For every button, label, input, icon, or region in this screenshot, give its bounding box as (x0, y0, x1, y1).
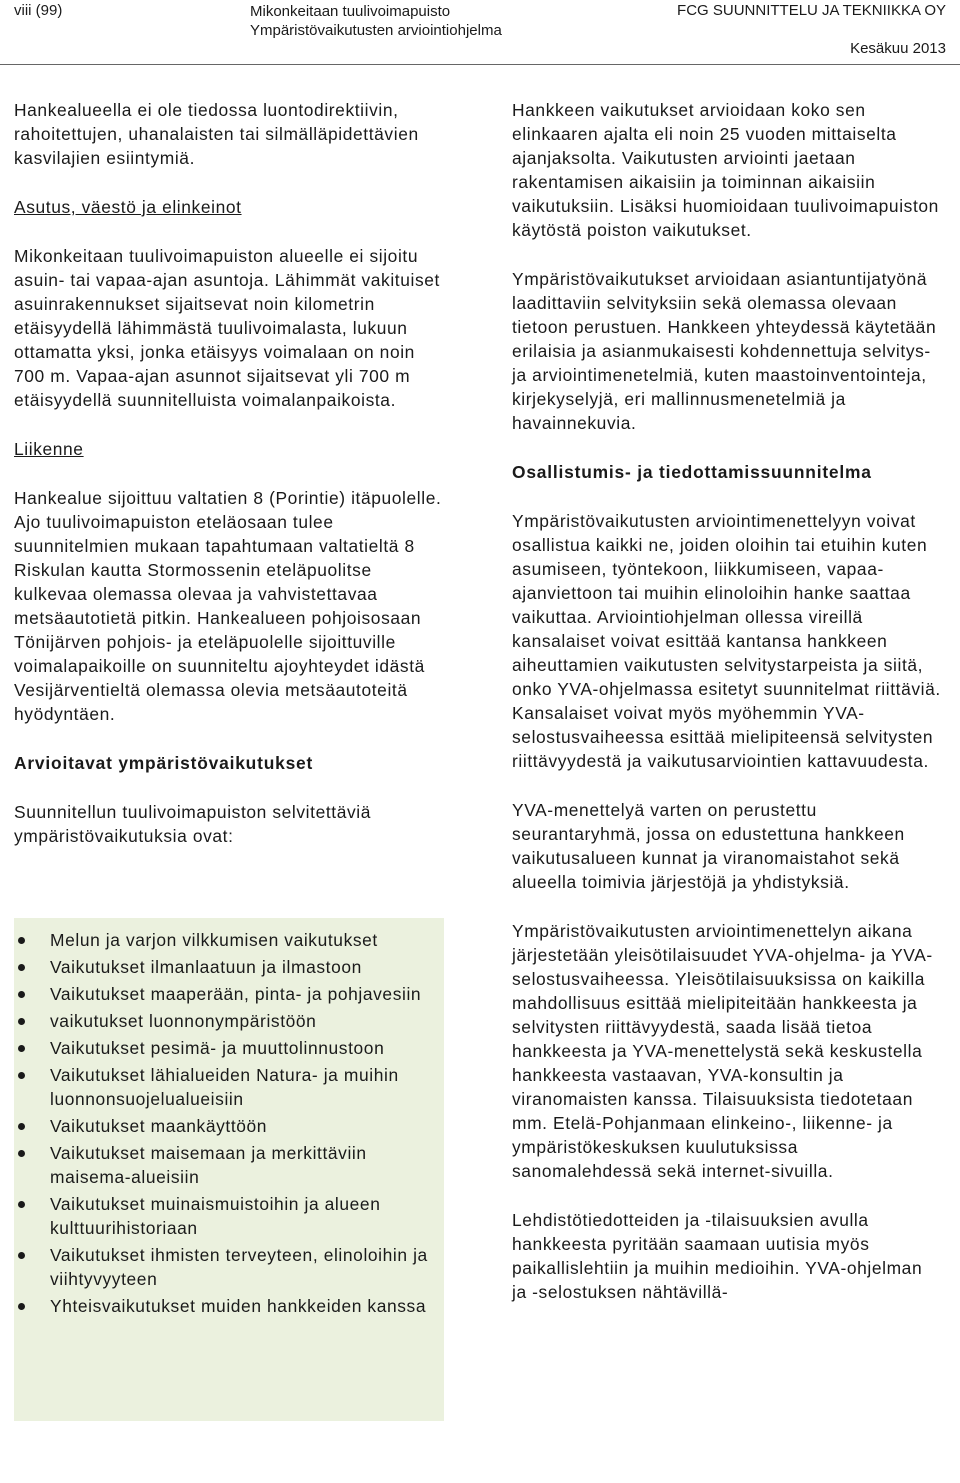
list-item: Vaikutukset maankäyttöön (14, 1114, 444, 1138)
paragraph: Hankealueella ei ole tiedossa luontodirektiivin, rahoitettujen, uhanalaisten tai silmälläpidettävien kasvilajien esiintymiä. (14, 100, 419, 168)
header-divider (0, 64, 960, 65)
paragraph: Mikonkeitaan tuulivoimapuiston alueelle ei sijoitu asuin- tai vapaa-ajan asuntoja. Lähimmät vakituiset asuinrakennukset sijaitsevat noin kilometrin etäisyydellä lähimmästä tuulivoimalasta, lukuun ottamatta yksi, jonka etäisyys voimalaan on noin 700 m. Vapaa-ajan asunnot sijaitsevat yli 700 m etäisyydellä suunnitelluista voimalanpaikoista. (14, 246, 440, 410)
document-date: Kesäkuu 2013 (850, 40, 946, 57)
company-name: FCG SUUNNITTELU JA TEKNIIKKA OY (677, 2, 946, 19)
list-item: Melun ja varjon vilkkumisen vaikutukset (14, 928, 444, 952)
bullet-icon (18, 964, 25, 971)
bullet-icon (18, 937, 25, 944)
paragraph: Suunnitellun tuulivoimapuiston selvitettäviä ympäristövaikutuksia ovat: (14, 802, 372, 846)
bullet-icon (18, 1150, 25, 1157)
subheading-liikenne: Liikenne (14, 439, 84, 459)
impacts-list (14, 918, 444, 1318)
paragraph: Ympäristövaikutusten arviointimenettelyyn voivat osallistua kaikki ne, joiden oloihin tai etuihin kuten asumiseen, työntekoon, liikkumiseen, vapaa-ajanviettoon tai muihin elinoloihin hanke saattaa vaikuttaa. Arviointiohjelman ollessa vireillä kansalaiset voivat esittää kantansa hankkeen aiheuttamien vaikutusten selvitystarpeista ja siitä, onko YVA-ohjelmassa esitetyt suunnitelmat riittäviä. Kansalaiset voivat myös myöhemmin YVA-selostusvaiheessa esittää mielipiteensä selvitysten riittävyydestä ja vaikutusarviointien kattavuudesta. (512, 511, 941, 771)
bullet-icon (18, 991, 25, 998)
right-column (512, 98, 942, 1329)
paragraph: Hankkeen vaikutukset arvioidaan koko sen elinkaaren ajalta eli noin 25 vuoden mittaiselta ajanjaksolta. Vaikutusten arviointi jaetaan rakentamisen aikaisiin ja toiminnan aikaisiin vaikutuksiin. Lisäksi huomioidaan tuulivoimapuiston käytöstä poiston vaikutukset. (512, 100, 939, 240)
list-item: Vaikutukset lähialueiden Natura- ja muihin luonnonsuojelualueisiin (14, 1063, 444, 1111)
impacts-list-box (14, 918, 444, 1421)
list-item: Vaikutukset ilmanlaatuun ja ilmastoon (14, 955, 444, 979)
bullet-icon (18, 1201, 25, 1208)
list-item: Vaikutukset pesimä- ja muuttolinnustoon (14, 1036, 444, 1060)
list-item: Vaikutukset ihmisten terveyteen, elinoloihin ja viihtyvyyteen (14, 1243, 444, 1291)
bullet-icon (18, 1045, 25, 1052)
list-item: vaikutukset luonnonympäristöön (14, 1009, 444, 1033)
document-title (250, 2, 502, 40)
paragraph: Hankealue sijoittuu valtatien 8 (Porintie) itäpuolelle. Ajo tuulivoimapuiston eteläosaan tulee suunnitelmien mukaan tapahtumaan valtatieltä 8 Riskulan kautta Stormossenin eteläpuolitse kulkevaa olemassa olevaa ja vahvistettavaa metsäautotietä pitkin. Hankealueen pohjoisosaan Tönijärven pohjois- ja eteläpuolelle sijoittuville voimalapaikoille on suunniteltu ajoyhteydet idästä Vesijärventieltä olemassa olevia metsäautoteitä hyödyntäen. (14, 488, 442, 724)
document-title-line2: Ympäristövaikutusten arviointiohjelma (250, 22, 502, 39)
bullet-icon (18, 1252, 25, 1259)
list-item: Vaikutukset maisemaan ja merkittäviin maisema-alueisiin (14, 1141, 444, 1189)
paragraph: Ympäristövaikutukset arvioidaan asiantuntijatyönä laadittaviin selvityksiin sekä olemassa olevaan tietoon perustuen. Hankkeen yhteydessä käytetään erilaisia ja asianmukaisesti kohdennettuja selvitys- ja arviointimenetelmiä, kuten maastoinventointeja, kirjekyselyjä, eri mallinnusmenetelmiä ja havainnekuvia. (512, 269, 937, 433)
document-title-line1: Mikonkeitaan tuulivoimapuisto (250, 3, 451, 20)
list-item: Vaikutukset muinaismuistoihin ja alueen kulttuurihistoriaan (14, 1192, 444, 1240)
list-item: Yhteisvaikutukset muiden hankkeiden kanssa (14, 1294, 444, 1318)
bullet-icon (18, 1123, 25, 1130)
bullet-icon (18, 1303, 25, 1310)
paragraph: Ympäristövaikutusten arviointimenettelyn aikana järjestetään yleisötilaisuudet YVA-ohjelma- ja YVA-selostusvaiheessa. Yleisötilaisuuksissa on kaikilla mahdollisuus esittää mielipiteitään hankkeesta ja selvitysten riittävyydestä, saada lisää tietoa hankkeesta ja YVA-menettelystä sekä keskustella hankkeesta vastaavan, YVA-konsultin ja viranomaisten kanssa. Tilaisuuksista tiedotetaan mm. Etelä-Pohjanmaan elinkeino-, liikenne- ja ympäristökeskuksen kuulutuksissa sanomalehdessä sekä internet-sivuilla. (512, 921, 933, 1181)
left-column (14, 98, 444, 873)
section-heading-impacts: Arvioitavat ympäristövaikutukset (14, 753, 314, 773)
bullet-icon (18, 1072, 25, 1079)
page-header (0, 0, 960, 64)
page-number: viii (99) (14, 2, 63, 19)
section-heading-participation: Osallistumis- ja tiedottamissuunnitelma (512, 462, 872, 482)
subheading-asutus: Asutus, väestö ja elinkeinot (14, 197, 242, 217)
paragraph: Lehdistötiedotteiden ja -tilaisuuksien avulla hankkeesta pyritään saamaan uutisia myös paikallislehtiin ja muihin medioihin. YVA-ohjelman ja -selostuksen nähtävillä- (512, 1210, 923, 1302)
paragraph: YVA-menettelyä varten on perustettu seurantaryhmä, jossa on edustettuna hankkeen vaikutusalueen kunnat ja viranomaistahot sekä alueella toimivia järjestöjä ja yhdistyksiä. (512, 800, 905, 892)
list-item: Vaikutukset maaperään, pinta- ja pohjavesiin (14, 982, 444, 1006)
bullet-icon (18, 1018, 25, 1025)
